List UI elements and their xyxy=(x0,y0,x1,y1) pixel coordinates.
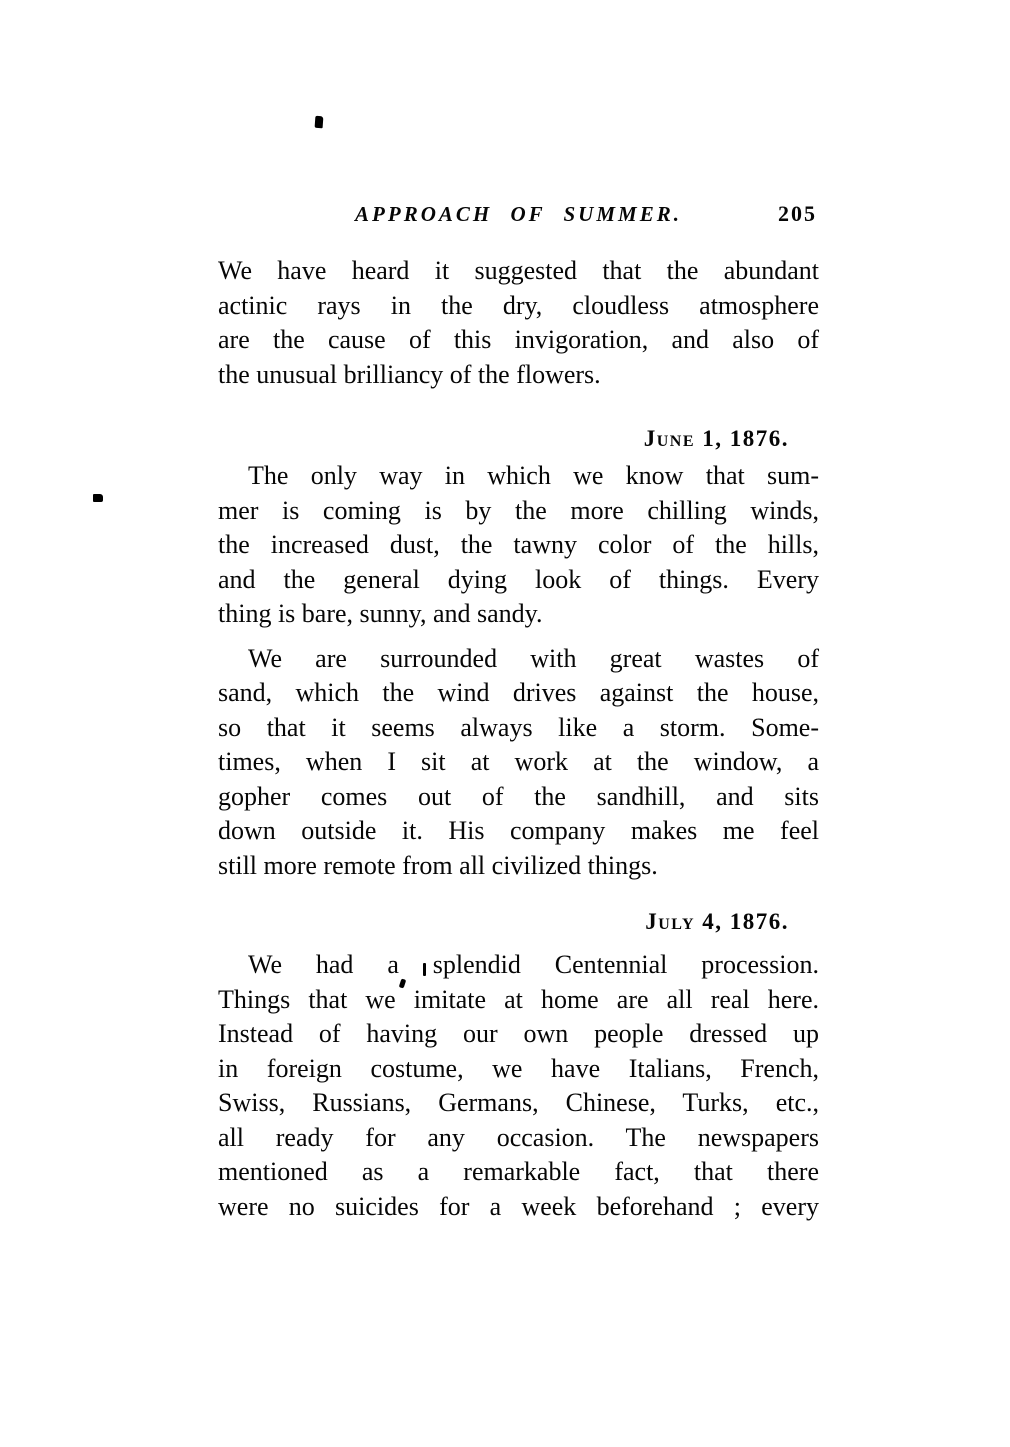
text-line: so that it seems always like a storm. Some- xyxy=(218,712,819,742)
text-line: mer is coming is by the more chilling winds, xyxy=(218,495,819,525)
text-line: Instead of having our own people dressed up xyxy=(218,1019,819,1048)
page-text-block xyxy=(218,202,819,1224)
text-line: sand, which the wind drives against the house, xyxy=(218,678,819,707)
paragraph-july-1 xyxy=(218,948,819,1224)
text-line: the increased dust, the tawny color of the hills, xyxy=(218,530,819,559)
text-line: Things that we imitate at home are all real here. xyxy=(218,984,819,1014)
text-line: Swiss, Russians, Germans, Chinese, Turks, etc., xyxy=(218,1088,819,1117)
text-line: We had a splendid Centennial procession. xyxy=(248,950,819,979)
paragraph-june-1 xyxy=(218,459,819,632)
text-line: The only way in which we know that sum- xyxy=(248,461,819,490)
paragraph-june-2 xyxy=(218,642,819,884)
entry-date-july: July 4, 1876. xyxy=(645,909,789,934)
text-line: We are surrounded with great wastes of xyxy=(248,643,819,673)
text-line: mentioned as a remarkable fact, that there xyxy=(218,1157,819,1186)
text-line: all ready for any occasion. The newspapers xyxy=(218,1122,819,1152)
text-line: gopher comes out of the sandhill, and sits xyxy=(218,781,819,811)
text-line: were no suicides for a week beforehand ; every xyxy=(218,1191,819,1221)
text-line: thing is bare, sunny, and sandy. xyxy=(218,599,543,628)
text-line: We have heard it suggested that the abundant xyxy=(218,256,819,285)
ink-speck xyxy=(315,116,324,129)
paragraph-continuation xyxy=(218,254,819,392)
text-line: down outside it. His company makes me feel xyxy=(218,816,819,845)
text-line: and the general dying look of things. Every xyxy=(218,564,819,594)
page-title: APPROACH OF SUMMER. xyxy=(355,202,682,226)
ink-speck xyxy=(93,494,103,502)
text-line: in foreign costume, we have Italians, French, xyxy=(218,1053,819,1083)
running-head xyxy=(218,202,819,232)
entry-date-june: June 1, 1876. xyxy=(643,426,789,451)
page-number: 205 xyxy=(778,201,817,226)
text-line: actinic rays in the dry, cloudless atmosphere xyxy=(218,290,819,320)
text-line: are the cause of this invigoration, and also of xyxy=(218,325,819,354)
text-line: still more remote from all civilized things. xyxy=(218,850,658,880)
text-line: times, when I sit at work at the window, a xyxy=(218,747,819,776)
text-line: the unusual brilliancy of the flowers. xyxy=(218,359,601,389)
